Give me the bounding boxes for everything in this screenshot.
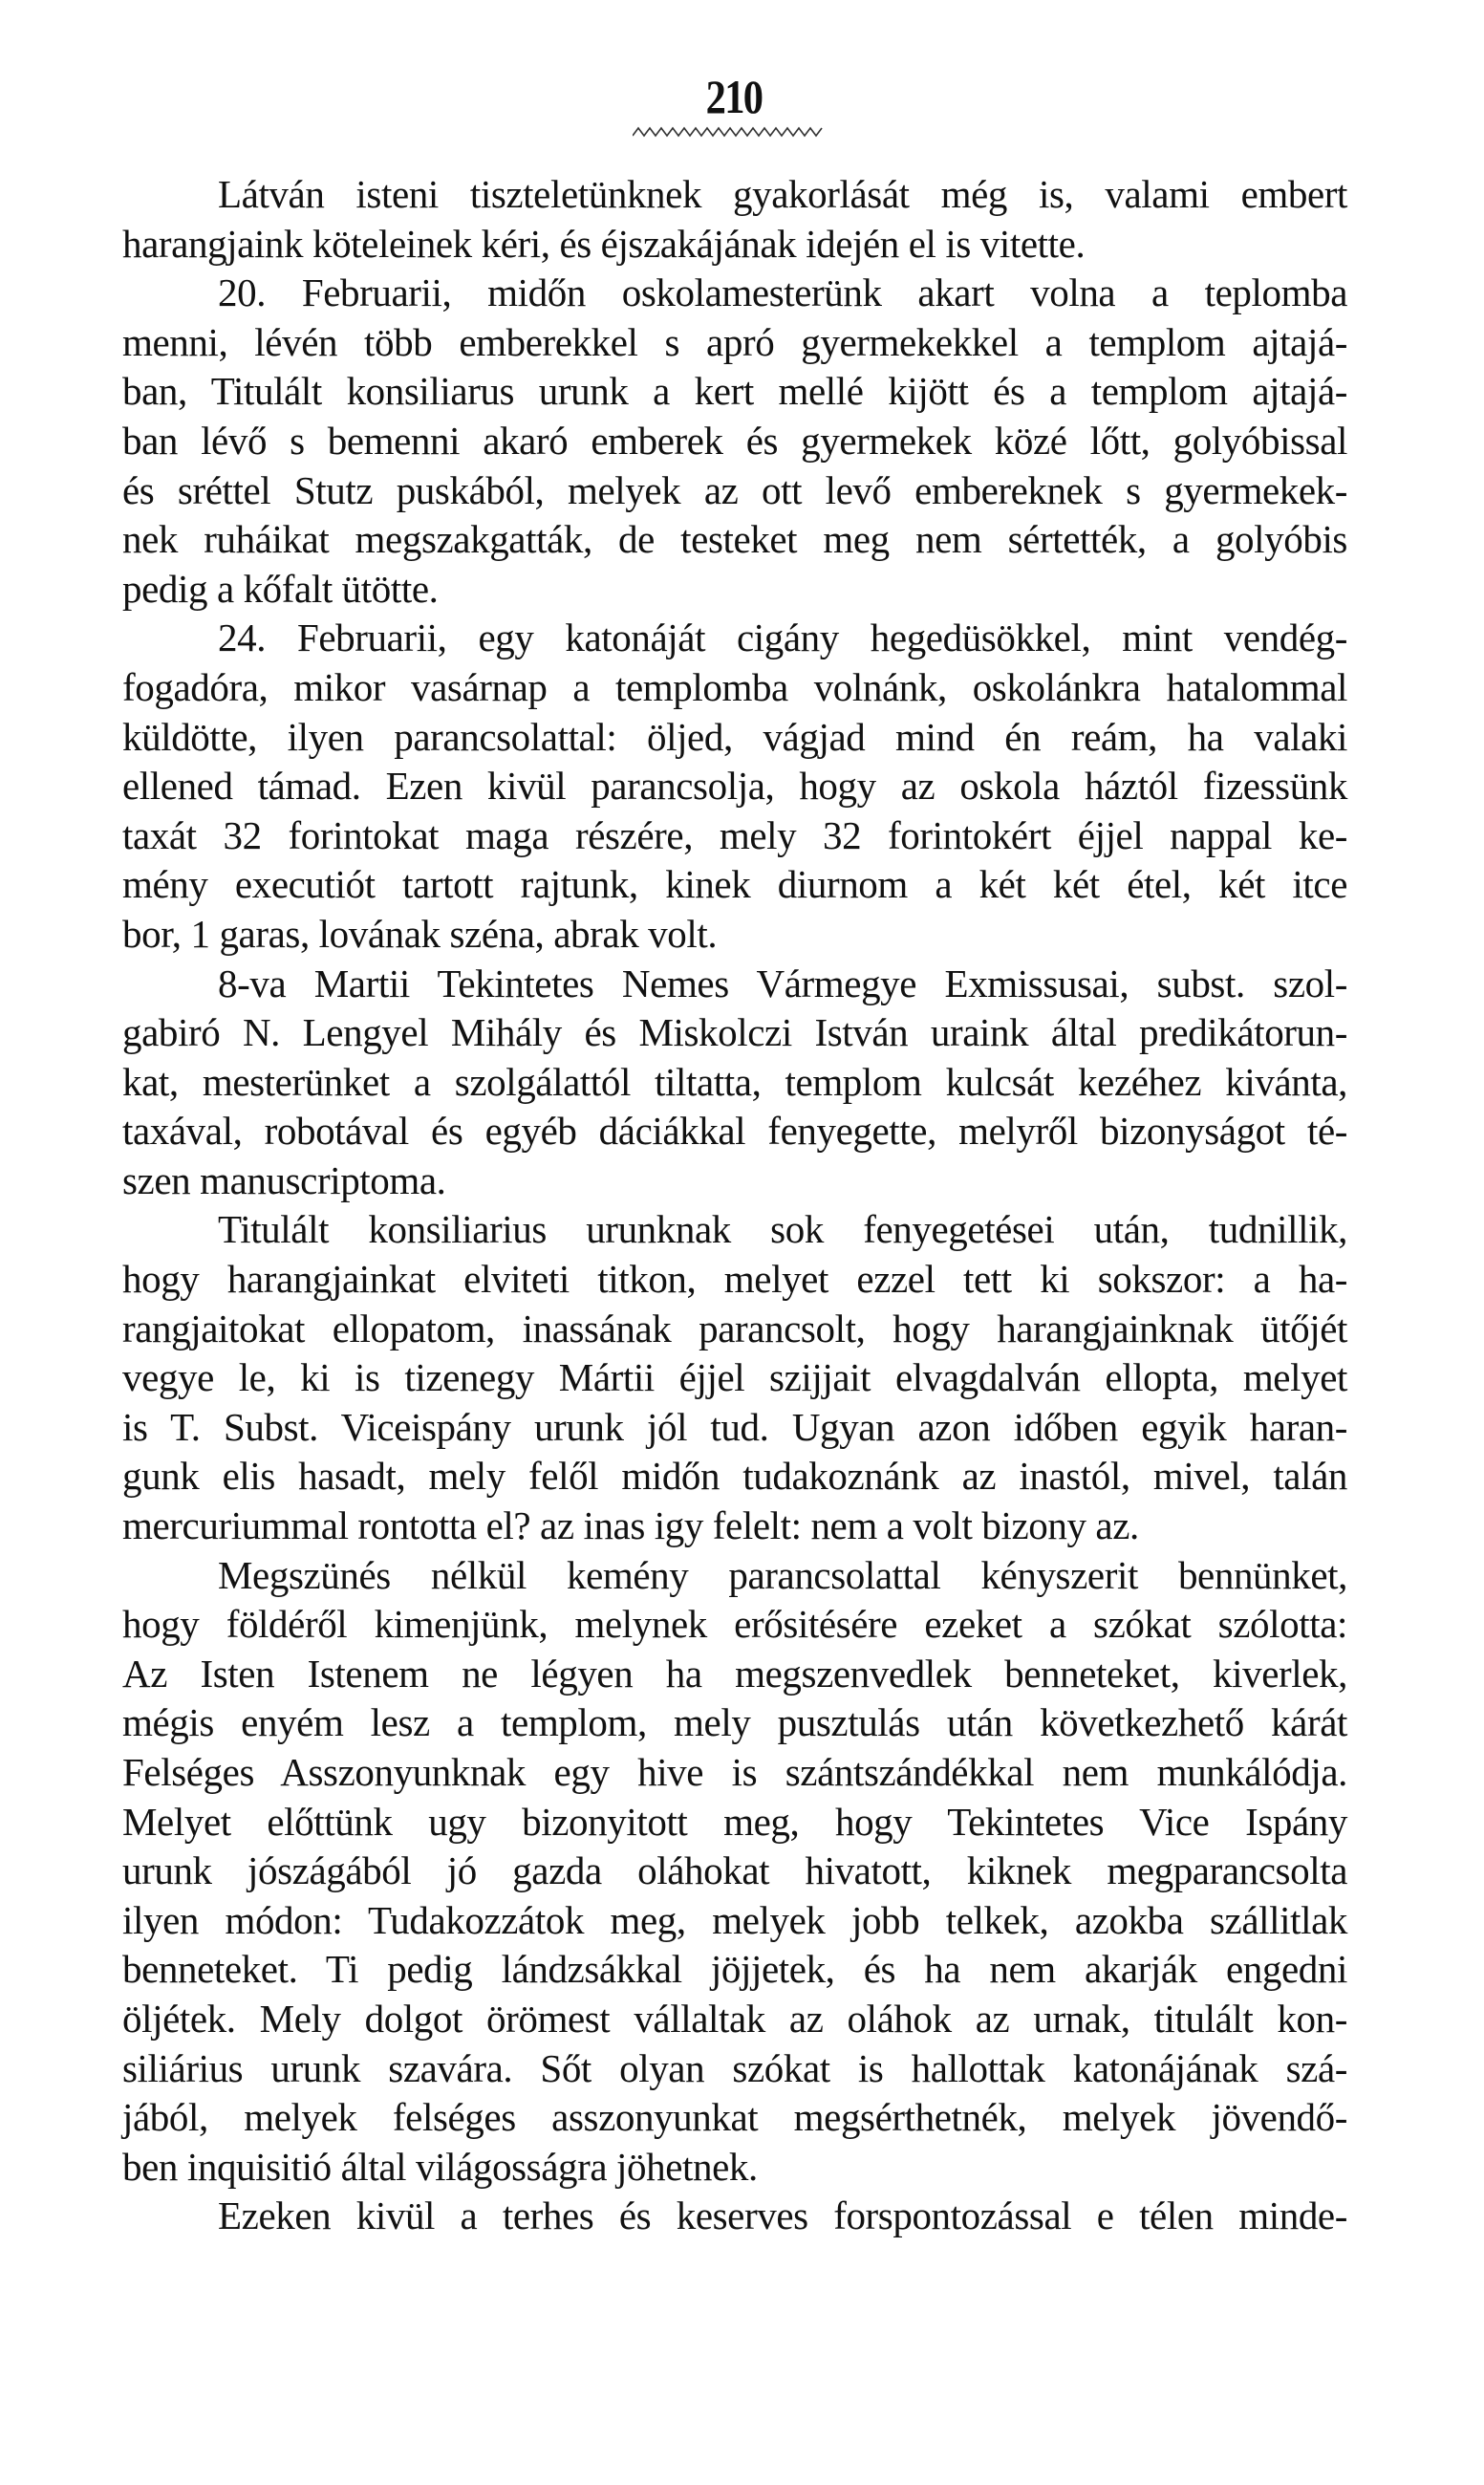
text-line: ban lévő s bemenni akaró emberek és gyermekek közé lőtt, golyóbissal — [122, 418, 1347, 463]
text-line: menni, lévén több emberekkel s apró gyermekekkel a templom ajtajá- — [122, 319, 1347, 364]
text-line: Felséges Asszonyunknak egy hive is szántszándékkal nem munkálódja. — [122, 1750, 1347, 1794]
text-line: taxát 32 forintokat maga részére, mely 32 forintokért éjjel nappal ke- — [122, 812, 1347, 857]
text-line: jából, melyek felséges asszonyunkat megsérthetnék, melyek jövendő- — [122, 2095, 1347, 2140]
text-line: urunk jószágából jó gazda oláhokat hivatott, kiknek megparancsolta — [122, 1848, 1347, 1893]
paragraph — [122, 614, 1347, 959]
paragraph — [122, 1205, 1347, 1550]
paragraph — [122, 960, 1347, 1206]
text-line: ben inquisitió által világosságra jöhetnek. — [122, 2144, 758, 2189]
text-line: 20. Februarii, midőn oskolamesterünk akart volna a teplomba — [218, 270, 1347, 315]
text-line: gunk elis hasadt, mely felől midőn tudakoznánk az inastól, mivel, talán — [122, 1454, 1347, 1499]
text-line: és sréttel Stutz puskából, melyek az ott levő embereknek s gyermekek- — [122, 467, 1347, 512]
text-line: siliárius urunk szavára. Sőt olyan szókat is hallottak katonájának szá- — [122, 2045, 1347, 2090]
body-text — [122, 170, 1347, 2241]
text-line: 8-va Martii Tekintetes Nemes Vármegye Exmissusai, subst. szol- — [218, 961, 1347, 1005]
text-line: benneteket. Ti pedig lándzsákkal jöjjetek, és ha nem akarják engedni — [122, 1947, 1347, 1992]
text-line: vegye le, ki is tizenegy Mártii éjjel szijjait elvagdalván ellopta, melyet — [122, 1355, 1347, 1400]
text-line: Melyet előttünk ugy bizonyitott meg, hogy Tekintetes Vice Ispány — [122, 1799, 1347, 1844]
text-line: Látván isteni tiszteletünknek gyakorlását még is, valami embert — [218, 172, 1347, 216]
text-line: hogy földéről kimenjünk, melynek erősitésére ezeket a szókat szólotta: — [122, 1602, 1347, 1647]
text-line: is T. Subst. Viceispány urunk jól tud. Ugyan azon időben egyik haran- — [122, 1404, 1347, 1449]
text-line: ban, Titulált konsiliarus urunk a kert mellé kijött és a templom ajtajá- — [122, 369, 1347, 414]
text-line: mégis enyém lesz a templom, mely pusztulás után következhető kárát — [122, 1700, 1347, 1745]
text-line: rangjaitokat ellopatom, inassának parancsolt, hogy harangjainknak ütőjét — [122, 1306, 1347, 1351]
text-line: hogy harangjainkat elviteti titkon, melyet ezzel tett ki sokszor: a ha- — [122, 1257, 1347, 1302]
text-line: gabiró N. Lengyel Mihály és Miskolczi István uraink által predikátorun- — [122, 1010, 1347, 1055]
text-line: Titulált konsiliarius urunknak sok fenyegetései után, tudnillik, — [218, 1207, 1347, 1252]
paragraph — [122, 2192, 1347, 2241]
text-line: pedig a kőfalt ütötte. — [122, 566, 439, 611]
text-line: szen manuscriptoma. — [122, 1157, 446, 1202]
paragraph — [122, 170, 1347, 269]
text-line: Az Isten Istenem ne légyen ha megszenvedlek benneteket, kiverlek, — [122, 1651, 1347, 1696]
wavy-ornament-rule — [633, 122, 829, 141]
text-line: ilyen módon: Tudakozzátok meg, melyek jobb telkek, azokba szállitlak — [122, 1897, 1347, 1942]
text-line: mercuriummal rontotta el? az inas igy felelt: nem a volt bizony az. — [122, 1503, 1139, 1548]
paragraph — [122, 1551, 1347, 2193]
text-line: Ezeken kivül a terhes és keserves forspontozással e télen minde- — [218, 2193, 1347, 2238]
paragraph — [122, 269, 1347, 614]
text-line: öljétek. Mely dolgot örömest vállaltak az oláhok az urnak, titulált kon- — [122, 1996, 1347, 2041]
text-line: mény executiót tartott rajtunk, kinek diurnom a két két étel, két itce — [122, 862, 1347, 907]
page-number: 210 — [705, 70, 763, 123]
text-line: küldötte, ilyen parancsolattal: öljed, vágjad mind én reám, ha valaki — [122, 714, 1347, 759]
text-line: fogadóra, mikor vasárnap a templomba volnánk, oskolánkra hatalommal — [122, 664, 1347, 709]
text-line: bor, 1 garas, lovának széna, abrak volt. — [122, 911, 718, 956]
text-line: kat, mesterünket a szolgálattól tiltatta, templom kulcsát kezéhez kivánta, — [122, 1059, 1347, 1104]
text-line: ellened támad. Ezen kivül parancsolja, hogy az oskola háztól fizessünk — [122, 764, 1347, 809]
text-line: Megszünés nélkül kemény parancsolattal kényszerit bennünket, — [218, 1552, 1347, 1597]
text-line: nek ruháikat megszakgatták, de testeket meg nem sértették, a golyóbis — [122, 517, 1347, 562]
text-line: 24. Februarii, egy katonáját cigány hegedüsökkel, mint vendég- — [218, 616, 1347, 660]
text-line: taxával, robotával és egyéb dáciákkal fenyegette, melyről bizonyságot té- — [122, 1109, 1347, 1154]
text-line: harangjaink köteleinek kéri, és éjszakájának idején el is vitette. — [122, 221, 1086, 266]
